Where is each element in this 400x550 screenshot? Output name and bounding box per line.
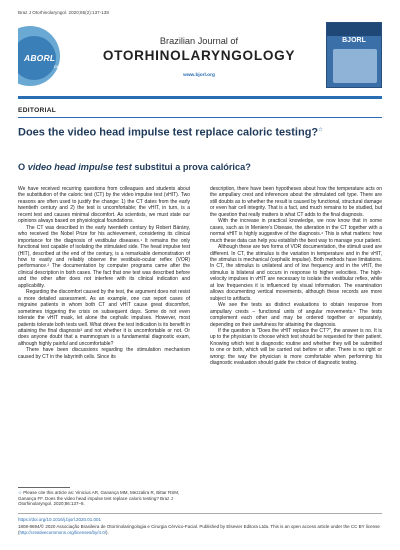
article-subtitle: O video head impulse test substitui a prova calórica?	[18, 162, 251, 172]
title-footnote-mark[interactable]: ☆	[318, 127, 324, 133]
journal-banner	[18, 20, 382, 92]
paragraph: If the question is "Does the vHIT replace the CT?", the answer is no. It is up to the physician to choose which test should be requested for their patient. Knowing which test is diagnostic routine and whether they will be submitted to one or both, which will be carried out before or after. There is no right or wrong: the way the physician is more comfortable when performing his diagnostic evaluation should guide the choice of diagnostic testing.	[210, 327, 382, 367]
aborl-logo	[18, 20, 74, 92]
paragraph: We see the tests as distinct evaluations to obtain response from ampullary crests – functional units of angular movements.⁵ The tests complement each other and may be ordered together or separately, depending on their usefulness for attaining the diagnosis.	[210, 302, 382, 328]
copyright-notice: 1808-8694/© 2020 Associação Brasileira de Otorrinolaringologia e Cirurgia Cérvico-Facial. Published by Elsevier Editora Ltda. This is an open access article under the CC BY license (http://creativecommons.org/licenses/by/4.0/).	[18, 524, 380, 535]
license-link[interactable]: http://creativecommons.org/licenses/by/4.0/	[19, 529, 107, 535]
journal-reference: Braz J Otorhinolaryngol. 2020;86(2):137-138	[18, 10, 109, 15]
journal-title-block	[80, 20, 318, 92]
paragraph: Regarding the discomfort caused by the test, the argument does not resist a more detailed assessment. As an example, one can report cases of migraine patients in whom both CT and vHIT cause great discomfort, sometimes triggering the crisis on subsequent days. Some do not even tolerate the vHIT mask, let alone the cephalic impulses. However, most patients tolerate both tests well. What drives the test indication is its benefit in attaining the final diagnosis³ and not whether it is uncomfortable or not. Or does anyone doubt that a mammogram is a fundamental diagnostic exam, although highly painful and uncomfortable?	[18, 289, 190, 347]
paragraph: Although these are two forms of VOR documentation, the stimuli used are different. In CT, the stimulus is the variation in temperature and in the vHIT, the stimulus is mechanical (cephalic impulse). Both methods have limitations. In CT, the stimulus is unilateral and of low frequency and in the vHIT, the stimulus is bilateral and occurs in response to higher velocities. The high-velocity impulses in vHIT are necessary to isolate the vestibular reflex, while at low frequencies it is influenced by visual information. The examination allows documenting vertical movements, although these records are more subject to artifacts.	[210, 244, 382, 302]
bottom-divider	[18, 513, 382, 514]
title-text: Does the video head impulse test replace caloric testing?	[18, 126, 319, 139]
journal-url[interactable]: www.bjorl.org	[183, 73, 215, 78]
logo-sub: CCF	[54, 64, 63, 69]
paragraph: We have received recurring questions from colleagues and students about the substitution of the caloric test (CT) by the video impulse test (vHIT). Two reasons are often used to justify the change: 1) the CT dates from the early twentieth century and 2) the test is uncomfortable; the vHIT, in turn, is a recent test and causes minimal discomfort. As scientists, we must state our opinions always based on physiological foundations.	[18, 186, 190, 225]
logo-text: ABORL	[24, 53, 56, 63]
header-divider	[18, 96, 382, 99]
section-label: EDITORIAL	[18, 107, 57, 114]
journal-name: OTORHINOLARYNGOLOGY	[102, 48, 296, 63]
subtitle-italic: video head impulse test	[27, 162, 132, 172]
journal-top-line: Brazilian Journal of	[159, 36, 239, 46]
footnote-text: Please cite this article as: Vinicius AR, Ganança MM, Mezzalira R, Bittar RSM, Ganança FF. Does the video head impulse test replace caloric testing? Braz J Otorhinolaryngol. 2020;86:137–8.	[18, 490, 180, 507]
paragraph: There have been discussions regarding the stimulation mechanism caused by CT in the labyrinth cells. Since its	[18, 347, 190, 360]
body-column-right	[210, 186, 382, 367]
journal-cover-thumbnail	[326, 22, 382, 88]
doi-link[interactable]: https://doi.org/10.1016/j.bjorl.2020.01.001	[18, 517, 102, 522]
article-title	[18, 124, 348, 140]
footnote-star: ☆	[18, 490, 23, 495]
section-divider	[18, 117, 382, 118]
footnote-divider	[18, 487, 70, 488]
body-column-left	[18, 186, 190, 360]
citation-footnote	[18, 490, 190, 507]
paragraph: With the increase in practical knowledge, we now know that in some cases, such as in Meniere's Disease, the alteration in the CT together with a normal vHIT is highly suggestive of the diagnosis.⁴ This is what matters: how much these data can help you establish the best way to manage your patient.	[210, 218, 382, 244]
paragraph: description, there have been hypotheses about how the temperature acts on the ampullary crest and inferences about the stimulated cell type. There are still doubts as to whether the result is caused by functional, structural damage or even hair cell integrity. That is a fact, and much remains to be studied, but the question that really matters is what CT adds to the final diagnosis.	[210, 186, 382, 218]
paragraph: The CT was described in the early twentieth century by Robert Bárány, who received the Nobel Prize for his achievement, considering its clinical importance for the diagnosis of vestibular diseases.¹ It remains the only functional test capable of isolating the stimulated side. The head impulse test (HIT), described at the end of the century, is a remarkable demonstration of how to easily and reliably observe the vestibulo-ocular reflex (VOR) performance.² The documentation by computer programs came after the clinical description in both cases. The fact that one test was described before and the other after does not interfere with its clinical indication and applicability.	[18, 224, 190, 289]
cover-title: BJORL	[342, 37, 366, 44]
